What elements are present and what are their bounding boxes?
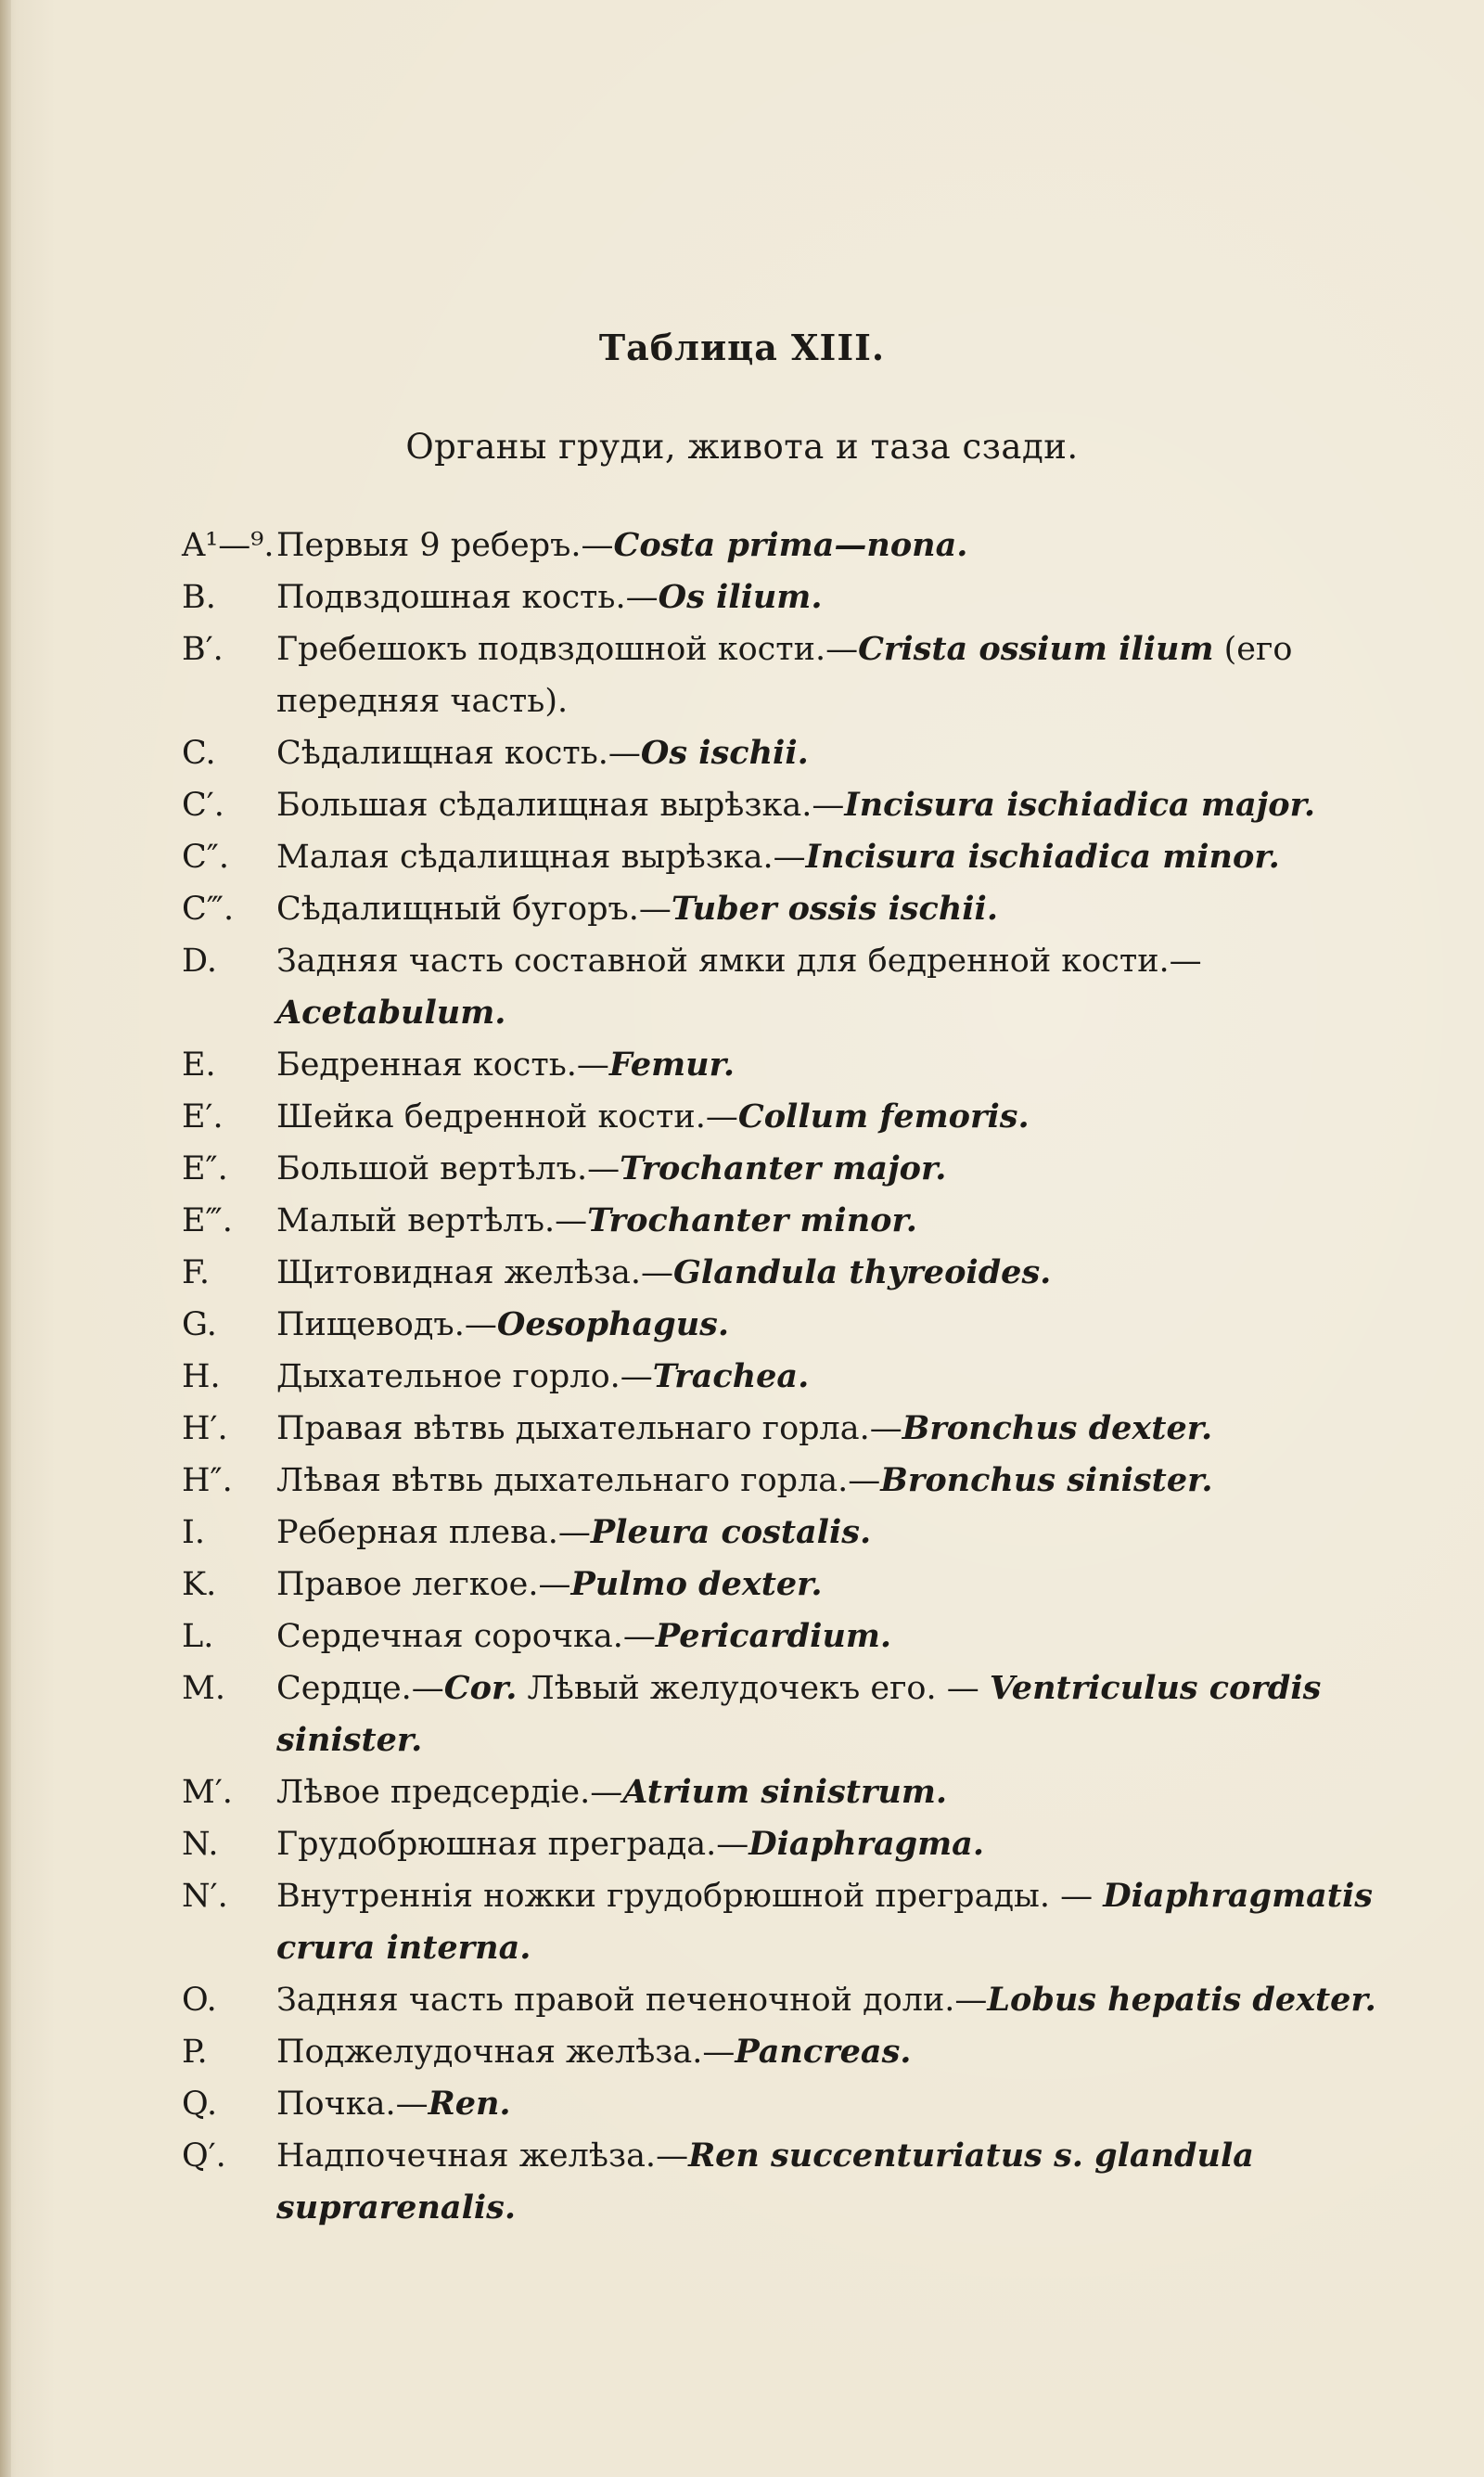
legend-entry bbox=[182, 779, 1378, 831]
legend-entry bbox=[182, 1818, 1378, 1870]
entry-key: E‴. bbox=[182, 1202, 233, 1239]
entry-description bbox=[276, 1974, 1378, 2026]
legend-entry bbox=[182, 1766, 1378, 1818]
russian-term: Правая вѣтвь дыхательнаго горла. bbox=[276, 1410, 870, 1447]
term-separator: — bbox=[395, 2086, 429, 2123]
term-separator: — bbox=[869, 1410, 902, 1447]
latin-term: Pleura costalis. bbox=[590, 1513, 872, 1551]
term-separator: — bbox=[773, 839, 806, 876]
entry-continuation: (его передняя часть). bbox=[276, 631, 1293, 720]
entry-key: E′. bbox=[182, 1098, 224, 1136]
entry-description bbox=[276, 1195, 1378, 1247]
legend-entry bbox=[182, 571, 1378, 623]
term-separator: — bbox=[705, 1098, 738, 1136]
entry-key: H″. bbox=[182, 1462, 233, 1499]
latin-term: Diaphragmatis crura interna. bbox=[276, 1877, 1373, 1967]
term-separator: — bbox=[587, 1150, 620, 1187]
russian-term: Большая сѣдалищная вырѣзка. bbox=[276, 787, 812, 824]
entry-description bbox=[276, 1455, 1378, 1507]
term-separator: — bbox=[608, 735, 641, 772]
term-separator: — bbox=[954, 1982, 988, 2019]
entry-description bbox=[276, 1818, 1378, 1870]
russian-term: Сердечная сорочка. bbox=[276, 1618, 623, 1655]
legend-entry bbox=[182, 1870, 1378, 1974]
legend-entry bbox=[182, 883, 1378, 935]
entry-key: I. bbox=[182, 1514, 205, 1551]
latin-term: Os ilium. bbox=[658, 578, 823, 616]
latin-term: Pericardium. bbox=[655, 1617, 892, 1655]
entry-description bbox=[276, 1351, 1378, 1403]
entry-key: C′. bbox=[182, 787, 224, 824]
latin-term: Incisura ischiadica minor. bbox=[805, 838, 1280, 876]
legend-entry bbox=[182, 1247, 1378, 1299]
entry-key: M. bbox=[182, 1670, 225, 1707]
entry-description bbox=[276, 1766, 1378, 1818]
latin-term: Trochanter major. bbox=[620, 1149, 947, 1187]
entry-description bbox=[276, 779, 1378, 831]
entry-description bbox=[276, 935, 1378, 1039]
russian-term: Малая сѣдалищная вырѣзка. bbox=[276, 839, 774, 876]
russian-term: Пищеводъ. bbox=[276, 1306, 465, 1343]
legend-entry bbox=[182, 1974, 1378, 2026]
entry-description bbox=[276, 1143, 1378, 1195]
entry-key: Q′. bbox=[182, 2137, 226, 2175]
term-separator: — bbox=[1169, 943, 1202, 980]
latin-term: Atrium sinistrum. bbox=[622, 1773, 948, 1811]
term-separator: — bbox=[641, 1254, 674, 1291]
entry-key: N′. bbox=[182, 1878, 228, 1915]
russian-term: Бедренная кость. bbox=[276, 1046, 577, 1084]
entry-key: H. bbox=[182, 1358, 221, 1395]
legend-entry bbox=[182, 1403, 1378, 1455]
entry-description bbox=[276, 571, 1378, 623]
russian-term: Гребешокъ подвздошной кости. bbox=[276, 631, 826, 668]
term-separator: — bbox=[1049, 1878, 1104, 1915]
term-separator: — bbox=[622, 1618, 656, 1655]
latin-term: Incisura ischiadica major. bbox=[844, 786, 1316, 824]
entry-key: G. bbox=[182, 1306, 217, 1343]
bleed-line bbox=[835, 130, 1438, 182]
legend-list bbox=[182, 520, 1378, 2234]
latin-term: Bronchus sinister. bbox=[880, 1461, 1213, 1499]
entry-key: A¹—⁹. bbox=[182, 527, 275, 564]
term-separator: — bbox=[557, 1514, 591, 1551]
entry-key: M′. bbox=[182, 1774, 233, 1811]
entry-key: C″. bbox=[182, 839, 229, 876]
legend-entry bbox=[182, 1507, 1378, 1559]
entry-description bbox=[276, 1247, 1378, 1299]
term-separator: — bbox=[716, 1826, 749, 1863]
russian-term: Щитовидная желѣза. bbox=[276, 1254, 642, 1291]
legend-entry bbox=[182, 1299, 1378, 1351]
entry-description bbox=[276, 520, 1378, 571]
russian-term: Сѣдалищный бугоръ. bbox=[276, 891, 639, 928]
russian-term: Малый вертѣлъ. bbox=[276, 1202, 556, 1239]
term-separator: — bbox=[411, 1670, 444, 1707]
entry-description bbox=[276, 2078, 1378, 2130]
latin-term: Trachea. bbox=[652, 1357, 810, 1395]
latin-term: Pancreas. bbox=[735, 2033, 912, 2071]
legend-entry bbox=[182, 2130, 1378, 2234]
term-separator: — bbox=[538, 1566, 571, 1603]
russian-term: Задняя часть правой печеночной доли. bbox=[276, 1982, 955, 2019]
entry-key: D. bbox=[182, 943, 217, 980]
term-separator: — bbox=[625, 579, 659, 616]
entry-description bbox=[276, 727, 1378, 779]
entry-description bbox=[276, 1091, 1378, 1143]
entry-description bbox=[276, 1559, 1378, 1611]
legend-entry bbox=[182, 1143, 1378, 1195]
latin-term: Costa prima—nona. bbox=[613, 526, 968, 564]
latin-term: Bronchus dexter. bbox=[902, 1409, 1213, 1447]
term-separator: — bbox=[702, 2034, 736, 2071]
page-title: Таблица XIII. bbox=[598, 327, 886, 368]
latin-term: Trochanter minor. bbox=[587, 1201, 917, 1239]
russian-term: Почка. bbox=[276, 2086, 396, 2123]
legend-entry bbox=[182, 1662, 1378, 1766]
russian-term: Лѣвое предсердіе. bbox=[276, 1774, 591, 1811]
term-separator: — bbox=[656, 2137, 689, 2175]
russian-term: Первыя 9 реберъ. bbox=[276, 527, 582, 564]
entry-description bbox=[276, 1870, 1378, 1974]
entry-description bbox=[276, 2130, 1378, 2234]
legend-entry bbox=[182, 1455, 1378, 1507]
page-binding-edge bbox=[0, 0, 11, 2477]
entry-description bbox=[276, 1611, 1378, 1662]
entry-description bbox=[276, 1403, 1378, 1455]
entry-description bbox=[276, 1039, 1378, 1091]
latin-term: Glandula thyreoides. bbox=[673, 1253, 1052, 1291]
entry-key: Q. bbox=[182, 2086, 218, 2123]
russian-term: Лѣвая вѣтвь дыхательнаго горла. bbox=[276, 1462, 849, 1499]
entry-key: N. bbox=[182, 1826, 219, 1863]
russian-term: Задняя часть составной ямки для бедренной кости. bbox=[276, 943, 1170, 980]
entry-description bbox=[276, 831, 1378, 883]
entry-key: P. bbox=[182, 2034, 208, 2071]
entry-key: O. bbox=[182, 1982, 217, 2019]
legend-entry bbox=[182, 520, 1378, 571]
entry-key: F. bbox=[182, 1254, 210, 1291]
legend-entry bbox=[182, 1091, 1378, 1143]
legend-entry bbox=[182, 1195, 1378, 1247]
latin-term: Crista ossium ilium bbox=[858, 630, 1214, 668]
latin-term: Ren succenturiatus s. glandula suprarenalis. bbox=[276, 2137, 1254, 2227]
legend-entry bbox=[182, 1611, 1378, 1662]
latin-term: Diaphragma. bbox=[748, 1825, 985, 1863]
entry-key: B′. bbox=[182, 631, 224, 668]
russian-term: Поджелудочная желѣза. bbox=[276, 2034, 703, 2071]
legend-entry bbox=[182, 1039, 1378, 1091]
entry-description bbox=[276, 623, 1378, 727]
russian-term: Реберная плева. bbox=[276, 1514, 558, 1551]
russian-term: Сердце. bbox=[276, 1670, 412, 1707]
entry-key: C. bbox=[182, 735, 216, 772]
legend-entry bbox=[182, 935, 1378, 1039]
entry-key: E. bbox=[182, 1046, 216, 1084]
entry-description bbox=[276, 1662, 1378, 1766]
russian-term: Шейка бедренной кости. bbox=[276, 1098, 706, 1136]
entry-description bbox=[276, 1507, 1378, 1559]
latin-term: Os ischii. bbox=[640, 734, 809, 772]
entry-description bbox=[276, 883, 1378, 935]
term-separator: — bbox=[581, 527, 614, 564]
russian-term: Сѣдалищная кость. bbox=[276, 735, 608, 772]
russian-term: Внутреннія ножки грудобрюшной преграды. bbox=[276, 1878, 1050, 1915]
latin-term: Cor. bbox=[443, 1669, 518, 1707]
russian-term: Грудобрюшная преграда. bbox=[276, 1826, 717, 1863]
legend-entry bbox=[182, 1351, 1378, 1403]
legend-entry bbox=[182, 2078, 1378, 2130]
russian-term: Большой вертѣлъ. bbox=[276, 1150, 588, 1187]
latin-term: Acetabulum. bbox=[276, 994, 506, 1032]
latin-term: Ren. bbox=[428, 2085, 511, 2123]
entry-description bbox=[276, 2026, 1378, 2078]
latin-term: Collum femoris. bbox=[737, 1097, 1030, 1136]
latin-term: Tuber ossis ischii. bbox=[671, 890, 999, 928]
entry-key: H′. bbox=[182, 1410, 228, 1447]
legend-entry bbox=[182, 623, 1378, 727]
term-separator: — bbox=[825, 631, 859, 668]
term-separator: — bbox=[464, 1306, 497, 1343]
term-separator: — bbox=[555, 1202, 588, 1239]
term-separator: — bbox=[848, 1462, 881, 1499]
russian-term: Подвздошная кость. bbox=[276, 579, 626, 616]
russian-term: Дыхательное горло. bbox=[276, 1358, 620, 1395]
term-separator: — bbox=[590, 1774, 623, 1811]
page-subtitle: Органы груди, живота и таза сзади. bbox=[405, 427, 1079, 467]
term-separator: — bbox=[576, 1046, 609, 1084]
entry-key: B. bbox=[182, 579, 216, 616]
entry-key: C‴. bbox=[182, 891, 235, 928]
latin-term: Femur. bbox=[608, 1046, 736, 1084]
latin-term: Oesophagus. bbox=[496, 1305, 730, 1343]
entry-key: E″. bbox=[182, 1150, 228, 1187]
legend-entry bbox=[182, 2026, 1378, 2078]
term-separator: — bbox=[620, 1358, 653, 1395]
legend-entry bbox=[182, 831, 1378, 883]
russian-term: Надпочечная желѣза. bbox=[276, 2137, 657, 2175]
entry-key: K. bbox=[182, 1566, 217, 1603]
entry-key: L. bbox=[182, 1618, 214, 1655]
legend-entry bbox=[182, 727, 1378, 779]
entry-description bbox=[276, 1299, 1378, 1351]
russian-term: Правое легкое. bbox=[276, 1566, 539, 1603]
latin-term: Pulmo dexter. bbox=[570, 1565, 823, 1603]
term-separator: — bbox=[638, 891, 672, 928]
latin-term: Lobus hepatis dexter. bbox=[987, 1981, 1376, 2019]
latin-term-secondary: Ventriculus cordis sinister. bbox=[276, 1669, 1322, 1759]
legend-entry bbox=[182, 1559, 1378, 1611]
term-separator: — bbox=[812, 787, 845, 824]
entry-continuation: Лѣвый желудочекъ его. — bbox=[517, 1670, 990, 1707]
